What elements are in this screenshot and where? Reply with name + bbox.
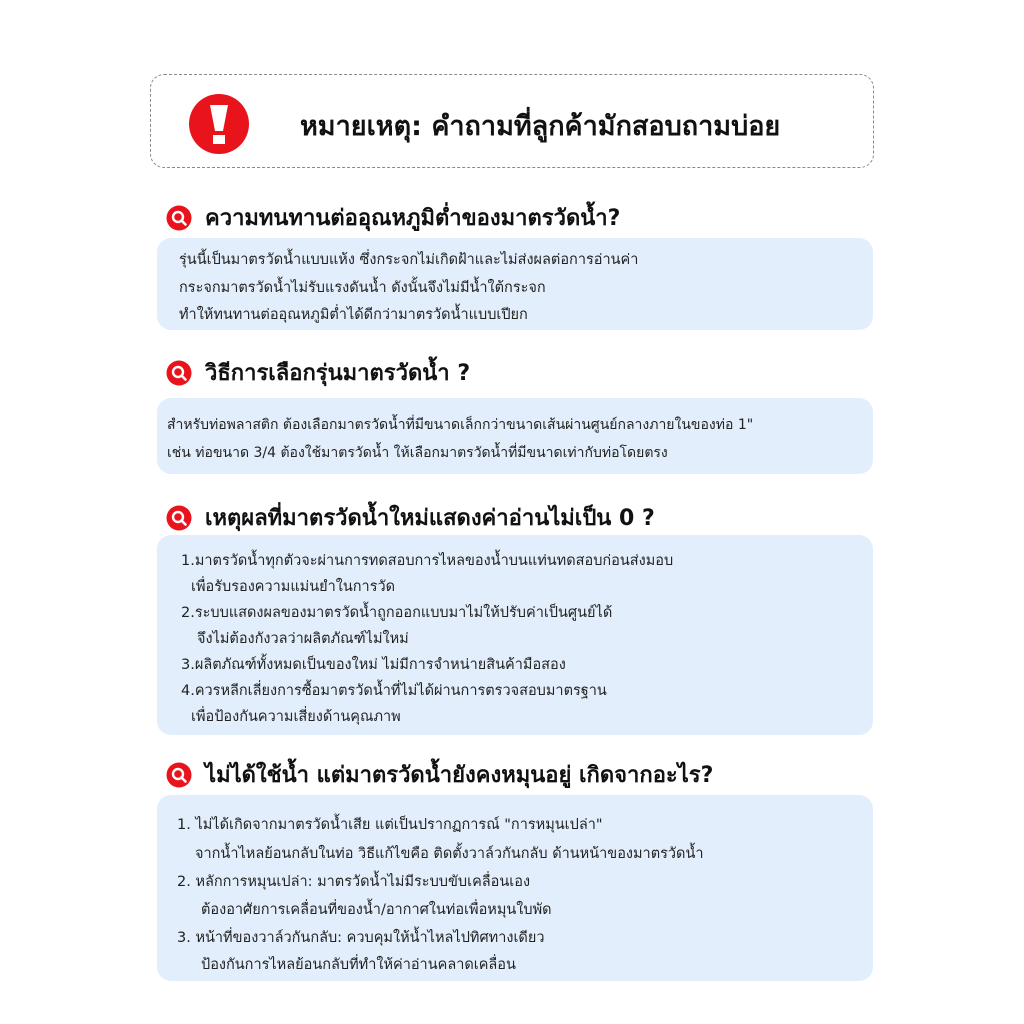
question-text: วิธีการเลือกรุ่นมาตรวัดน้ำ ? — [205, 361, 471, 386]
answer-line: ป้องกันการไหลย้อนกลับที่ทำให้ค่าอ่านคลาดเคลื่อน — [201, 957, 516, 973]
answer-line: 3.ผลิตภัณฑ์ทั้งหมดเป็นของใหม่ ไม่มีการจำหน่ายสินค้ามือสอง — [181, 657, 566, 673]
answer-line: 2. หลักการหมุนเปล่า: มาตรวัดน้ำไม่มีระบบขับเคลื่อนเอง — [177, 874, 531, 890]
answer-line: 4.ควรหลีกเลี่ยงการซื้อมาตรวัดน้ำที่ไม่ได้ผ่านการตรวจสอบมาตรฐาน — [181, 683, 607, 699]
question-text: ความทนทานต่ออุณหภูมิต่ำของมาตรวัดน้ำ? — [205, 206, 621, 231]
search-icon — [166, 505, 192, 531]
answer-line: เพื่อรับรองความแม่นยำในการวัด — [191, 579, 396, 595]
faq-question-1 — [166, 200, 620, 235]
answer-line: เช่น ท่อขนาด 3/4 ต้องใช้มาตรวัดน้ำ ให้เลือกมาตรวัดน้ำที่มีขนาดเท่ากับท่อโดยตรง — [167, 445, 668, 461]
answer-line: 1. ไม่ได้เกิดจากมาตรวัดน้ำเสีย แต่เป็นปรากฏการณ์ "การหมุนเปล่า" — [177, 817, 603, 833]
answer-line: สำหรับท่อพลาสติก ต้องเลือกมาตรวัดน้ำที่มีขนาดเล็กกว่าขนาดเส้นผ่านศูนย์กลางภายในของท่อ 1" — [167, 417, 754, 433]
faq-answer-2 — [157, 398, 873, 474]
faq-question-4 — [166, 757, 713, 792]
answer-line: รุ่นนี้เป็นมาตรวัดน้ำแบบแห้ง ซึ่งกระจกไม่เกิดฝ้าและไม่ส่งผลต่อการอ่านค่า — [179, 252, 639, 268]
answer-line: 1.มาตรวัดน้ำทุกตัวจะผ่านการทดสอบการไหลของน้ำบนแท่นทดสอบก่อนส่งมอบ — [181, 553, 674, 569]
answer-line: เพื่อป้องกันความเสี่ยงด้านคุณภาพ — [191, 709, 401, 725]
page-title: หมายเหตุ: คำถามที่ลูกค้ามักสอบถามบ่อย — [300, 111, 781, 142]
faq-question-2 — [166, 355, 470, 390]
search-icon — [166, 762, 192, 788]
faq-answer-1 — [157, 238, 873, 330]
search-icon — [166, 205, 192, 231]
exclamation-icon — [188, 93, 250, 155]
faq-answer-3 — [157, 535, 873, 735]
question-text: เหตุผลที่มาตรวัดน้ำใหม่แสดงค่าอ่านไม่เป็น 0 ? — [205, 506, 655, 531]
answer-line: 2.ระบบแสดงผลของมาตรวัดน้ำถูกออกแบบมาไม่ให้ปรับค่าเป็นศูนย์ได้ — [181, 605, 613, 621]
answer-line: ทำให้ทนทานต่ออุณหภูมิต่ำได้ดีกว่ามาตรวัดน้ำแบบเปียก — [179, 307, 528, 323]
answer-line: จึงไม่ต้องกังวลว่าผลิตภัณฑ์ไม่ใหม่ — [197, 631, 409, 647]
answer-line: จากน้ำไหลย้อนกลับในท่อ วิธีแก้ไขคือ ติดตั้งวาล์วกันกลับ ด้านหน้าของมาตรวัดน้ำ — [195, 846, 704, 862]
faq-answer-4 — [157, 795, 873, 981]
search-icon — [166, 360, 192, 386]
question-text: ไม่ได้ใช้น้ำ แต่มาตรวัดน้ำยังคงหมุนอยู่ เกิดจากอะไร? — [205, 763, 714, 788]
answer-line: ต้องอาศัยการเคลื่อนที่ของน้ำ/อากาศในท่อเพื่อหมุนใบพัด — [201, 902, 552, 918]
answer-line: 3. หน้าที่ของวาล์วกันกลับ: ควบคุมให้น้ำไหลไปทิศทางเดียว — [177, 930, 545, 946]
faq-question-3 — [166, 500, 655, 535]
answer-line: กระจกมาตรวัดน้ำไม่รับแรงดันน้ำ ดังนั้นจึงไม่มีน้ำใต้กระจก — [179, 280, 546, 296]
